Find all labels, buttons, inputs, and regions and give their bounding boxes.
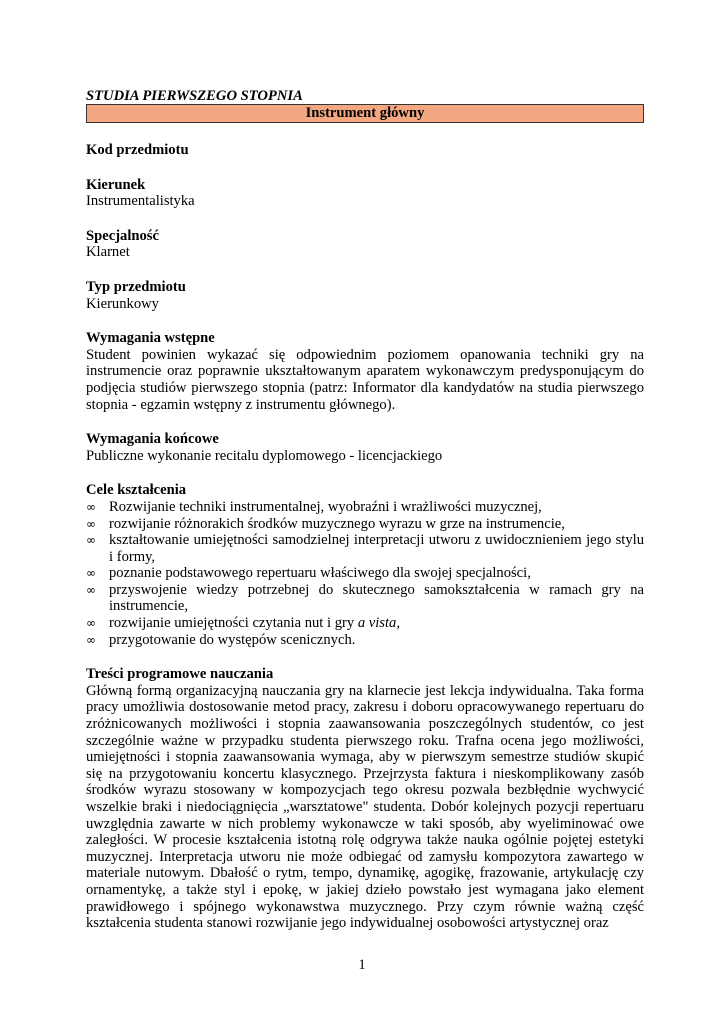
section-heading: Kierunek [86,176,146,193]
italic-term: a vista, [357,615,400,632]
section-heading: Typ przedmiotu [86,278,186,295]
list-item: ∞ poznanie podstawowego repertuaru właściwego dla swojej specjalności, [86,565,531,582]
infinity-bullet-icon: ∞ [86,582,96,597]
section-heading: Wymagania wstępne [86,330,215,347]
infinity-bullet-icon: ∞ [86,616,96,631]
infinity-bullet-icon: ∞ [86,632,96,647]
infinity-bullet-icon: ∞ [86,533,96,548]
section-value: Instrumentalistyka [86,193,195,210]
page-number: 1 [358,957,366,973]
section-cele [86,482,644,648]
section-heading: Treści programowe nauczania [86,666,274,683]
section-specjalnosc [86,228,644,261]
section-heading: Specjalność [86,227,159,244]
section-kod [86,142,644,159]
section-paragraph: Student powinien wykazać się odpowiednim poziomem opanowania techniki gry na instrumencie oraz poprawnie ukształtowanym aparatem wykonawczym predysponującym do podjęcia studiów pierwszego stopnia (patrz: Informator dla kandydatów na studia pierwszego stopnia - egzamin wstępny z instrumentu głównego). [86,346,644,413]
section-paragraph: Główną formą organizacyjną nauczania gry na klarnecie jest lekcja indywidualna. Taka forma pracy umożliwia dostosowanie metod pracy, zakresu i doboru opracowywanego repertuaru do zróżnicowanych możliwości i stopnia zaawansowania poszczególnych studentów, co jest szczególnie ważne w przypadku studenta pierwszego roku. Trafna ocena jego możliwości, umiejętności i stopnia zaawansowania wymaga, aby w pierwszym semestrze studiów skupić się na przygotowaniu koncertu klasycznego. Przejrzysta faktura i nieskomplikowany zasób środków wyrazu stosowany w kompozycjach tego okresu pozwala bezbłędnie wychwycić wszelkie braki i niedociągnięcia „warsztatowe" studenta. Dobór kolejnych pozycji repertuaru uwzględnia zawarte w nich problemy wykonawcze w taki sposób, aby wyeliminować owe zaległości. W procesie kształcenia istotną rolę odgrywa także nauka ogólnie pojętej estetyki muzycznej. Interpretacja utworu nie może odbiegać od zamysłu kompozytora zawartego w materiale nutowym. Dbałość o rytm, tempo, dynamikę, agogikę, frazowanie, artykulację czy ornamentykę, a także styl i epokę, w jakiej dzieło powstało jest wymagana jako element prawidłowego i spójnego wykonawstwa muzycznego. Przy czym równie ważną część kształcenia studenta stanowi rozwijanie jego indywidualnej osobowości artystycznej oraz [86,682,644,932]
subject-banner: Instrument główny [86,104,644,123]
infinity-bullet-icon: ∞ [86,499,96,514]
section-tresci [86,666,644,932]
section-heading: Kod przedmiotu [86,142,189,158]
document-page [86,88,644,932]
section-paragraph: Publiczne wykonanie recitalu dyplomowego - licencjackiego [86,447,443,464]
section-typ [86,279,644,312]
list-item: ∞ kształtowanie umiejętności samodzielnej interpretacji utworu z uwidocznieniem jego stylu i formy, [86,532,644,565]
list-item: ∞ przygotowanie do występów scenicznych. [86,631,356,648]
document-title: STUDIA PIERWSZEGO STOPNIA [86,88,303,104]
list-item: ∞ rozwijanie umiejętności czytania nut i gry a vista, [86,615,400,632]
section-kierunek [86,177,644,210]
infinity-bullet-icon: ∞ [86,566,96,581]
list-item: ∞ przyswojenie wiedzy potrzebnej do skutecznego samokształcenia w ramach gry na instrumencie, [86,581,644,615]
section-wymagania-wstepne [86,330,644,413]
section-value: Kierunkowy [86,295,159,312]
list-item: ∞ Rozwijanie techniki instrumentalnej, wyobraźni i wrażliwości muzycznej, [86,498,542,515]
infinity-bullet-icon: ∞ [86,516,96,531]
section-wymagania-koncowe [86,431,644,464]
section-heading: Cele kształcenia [86,482,187,499]
section-heading: Wymagania końcowe [86,431,219,448]
list-item: ∞ rozwijanie różnorakich środków muzycznego wyrazu w grze na instrumencie, [86,515,565,532]
section-value: Klarnet [86,244,130,261]
goals-list [86,499,644,648]
